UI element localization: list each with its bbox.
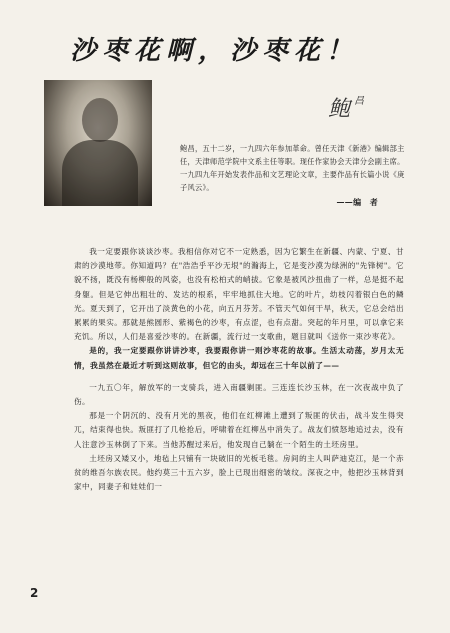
author-photo [44, 80, 152, 206]
page-number: 2 [30, 586, 39, 600]
article-body [74, 245, 404, 494]
editor-note: ——编 者 [336, 197, 378, 207]
author-signature [328, 92, 388, 132]
signature-small: 昌 [354, 96, 365, 107]
page-title: 沙枣花啊，沙枣花！ [70, 36, 359, 66]
paragraph: 我一定要跟你谈谈沙枣。我相信你对它不一定熟悉，因为它繁生在新疆、内蒙、宁夏、甘肃的沙漠地带。你知道吗？在"浩浩乎平沙无垠"的瀚海上，它是变沙漠为绿洲的"先锋树"。它貌不扬，既没有杨柳般的风姿，也没有松柏式的峭拔。它象是被风沙扭曲了一样，总是挺不起身躯。但是它伸出粗壮的、发达的根系，牢牢地抓住大地。它的叶片，幼枝闪着银白色的鳞光。夏天到了，它开出了淡黄色的小花，向五月芬芳。不管天气如何干旱，秋天，它总会结出累累的果实。那就是熊圆形、紫褐色的沙枣，有点涩，也有点甜。突起的年月里，可以拿它来充饥。所以，人们是喜爱沙枣的。在新疆，流行过一支歌曲，题目就叫《送你一束沙枣花》。 [74, 247, 404, 342]
photo-head-shape [82, 98, 118, 142]
bio-text: 鲍昌，五十二岁，一九四六年参加革命。曾任天津《新港》编辑部主任，天津师范学院中文系主任等职。现任作家协会天津分会副主席。一九四九年开始发表作品和文艺理论文章，主要作品有长篇小说《庚子风云》。 [180, 144, 405, 192]
author-bio [180, 142, 408, 209]
paragraph: 土坯房又矮又小，地毡上只铺有一块破旧的光板毛毯。房间的主人叫萨迪克江，是一个赤贫的维吾尔族农民。他约莫三十五六岁，脸上已现出细密的皱纹。深夜之中，他把沙玉林背到家中，同妻子和娃娃们一 [74, 453, 404, 492]
paragraph: 是的，我一定要跟你讲讲沙枣，我要跟你讲一则沙枣花的故事。生活太动荡，岁月太无情，我虽然在最近才听到这则故事，但它的由头，却远在三十年以前了—— [74, 346, 404, 370]
paragraph: 那是一个阴沉的、没有月光的黑夜，他们在红柳滩上遭到了叛匪的伏击，战斗发生得突兀，结束得也快。叛匪打了几枪抢后，呼啸着在红柳丛中消失了。战友们愤怒地追过去，没有人注意沙玉林倒了下来。当他苏醒过来后，他发现自己躺在一个陌生的土坯房里。 [74, 411, 404, 449]
paragraph: 一九五〇年，解放军的一支骑兵，进入南疆剿匪。三连连长沙玉林，在一次夜战中负了伤。 [74, 382, 404, 407]
signature-name: 鲍 [328, 97, 351, 122]
photo-body-shape [62, 140, 138, 206]
